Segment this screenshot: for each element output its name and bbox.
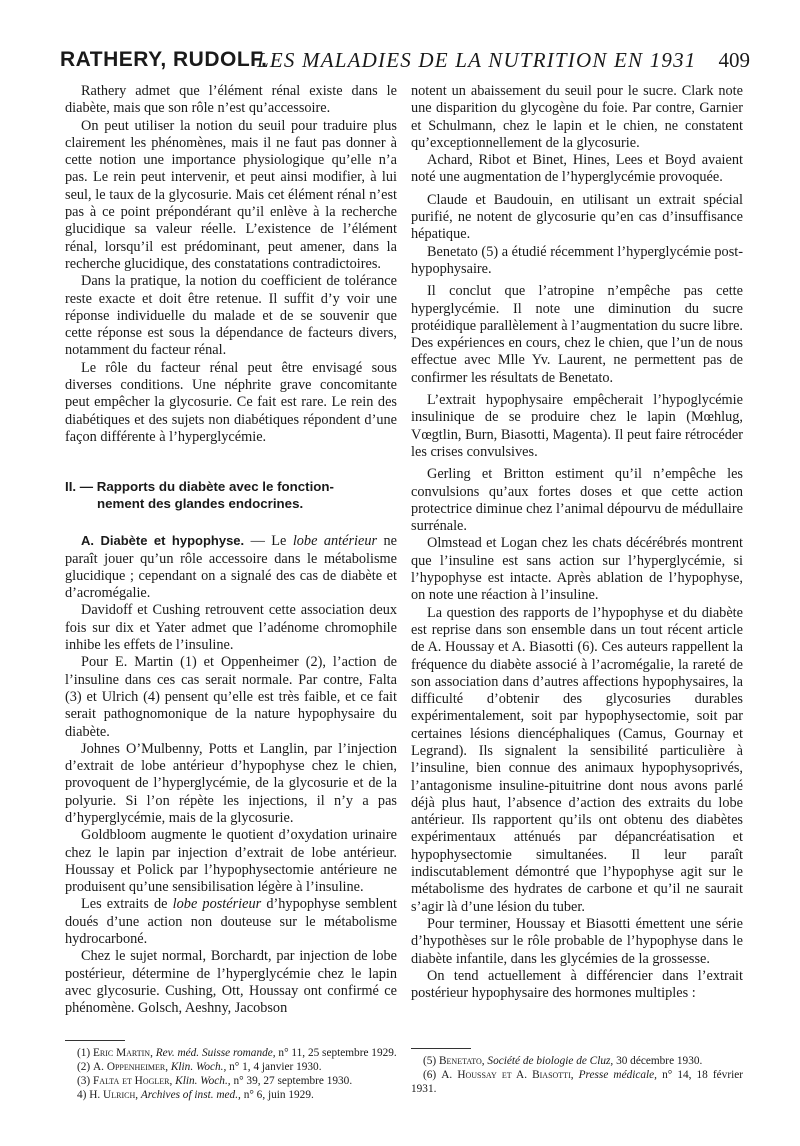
paragraph: Johnes O’Mulbenny, Potts et Langlin, par l’injection d’extrait de lobe antérieur d’hypophyse chez le chien, provoquent de l’hyperglycémie, de la glycosurie et de la polyurie. Si l’on répète les injections, il n’y a pas d’hyperglycémie, mais de la glycosurie. — [65, 740, 397, 826]
paragraph: Benetato (5) a étudié récemment l’hyperglycémie post-hypophysaire. — [411, 243, 743, 277]
subsection-italic: lobe antérieur — [292, 533, 378, 550]
section-heading-line-2: nement des glandes endocrines. — [97, 496, 304, 512]
posterior-italic: lobe postérieur — [172, 896, 262, 913]
paragraph: Rathery admet que l’élément rénal existe dans le diabète, mais que son rôle n’est qu’accessoire. — [65, 83, 397, 117]
paragraph: Claude et Baudouin, en utilisant un extrait spécial purifié, ne notent de glycosurie qu’en cas d’insuffisance hépatique. — [411, 191, 743, 243]
subsection-rest: ne paraît jouer qu’un rôle accessoire dans le métabolisme glucidique ; cependant on a signalé des cas de diabète et d’acromégalie. — [65, 533, 397, 602]
paragraph: Le rôle du facteur rénal peut être envisagé sous diverses conditions. Une néphrite grave concomitante peut empêcher la glycosurie. Ce fait est rare. Le rein des diabétiques et des sujets non diabétiques répondent d’une façon différente à l’hyperglycémie. — [65, 359, 397, 445]
section-heading — [65, 478, 397, 512]
footnotes-left — [65, 1046, 397, 1102]
left-column — [65, 83, 397, 1018]
paragraph: La question des rapports de l’hypophyse et du diabète est reprise dans son ensemble dans un tout récent article de A. Houssay et A. Biasotti (6). Ces auteurs rappellent la fréquence du diabète associé à l’acromégalie, la rareté de son association dans d’autres affections hypophysaires, la difficulté d’obtenir des glycosuries durables expérimentalement, soit par hypophysectomie, soit par certaines lésions diencéphaliques (Camus, Gournay et Legrand). Ils signalent la sensibilité particulière à l’insuline, bien connue des animaux hypophysoprivés, l’antagonisme insuline-pituitrine dont nous avons parlé déjà plus haut, l’absence d’action des extraits du lobe antérieur. Ils rapportent qu’ils ont obtenu des diabètes expérimentaux atténués par dépancréatisation et hypophysectomie simultanées. Il leur paraît indiscutablement démontré que l’hypophyse agit sur le métabolisme des hydrates de carbone et qu’il ne saurait s’agir là d’une lésion du tuber. — [411, 604, 743, 915]
section-heading-line-1: II. — Rapports du diabète avec le fonction- — [65, 479, 334, 495]
paragraph: Il conclut que l’atropine n’empêche pas cette hyperglycémie. Il note une diminution du sucre protéidique parallèlement à l’augmentation du sucre libre. Des expériences en cours, chez le chien, que l’un de nous effectue avec Mlle Yv. Laurent, ne permettent pas de confirmer les résultats de Benetato. — [411, 283, 743, 386]
paragraph: Davidoff et Cushing retrouvent cette association deux fois sur dix et Yater admet que l’adénome chromophile inhibe les effets de l’insuline. — [65, 602, 397, 654]
paragraph: Chez le sujet normal, Borchardt, par injection de lobe postérieur, détermine de l’hyperglycémie chez le lapin avec glycosurie. Cushing, Ott, Houssay ont confirmé ce phénomène. Golsch, Aeshny, Jacobson — [65, 948, 397, 1017]
footnote: (3) Falta et Hogler, Klin. Woch., n° 39, 27 septembre 1930. — [77, 1075, 353, 1087]
paragraph: Olmstead et Logan chez les chats décérébrés montrent que l’insuline est sans action sur l’hyperglycémie, si l’hypophyse est intacte. Après ablation de l’hypophyse, on note une réaction à l’insuline. — [411, 535, 743, 604]
paragraph: Dans la pratique, la notion du coefficient de tolérance reste exacte et doit être retenue. Il suffit d’y voir une réponse individuelle du malade et de se souvenir que cette réponse est sous la dépendance de facteurs divers, notamment du facteur rénal. — [65, 273, 397, 359]
right-column — [411, 83, 743, 1002]
paragraph: Achard, Ribot et Binet, Hines, Lees et Boyd avaient noté une augmentation de l’hyperglycémie provoquée. — [411, 152, 743, 186]
paragraph: Pour E. Martin (1) et Oppenheimer (2), l’action de l’insuline dans ces cas serait normale. Par contre, Falta (3) et Ulrich (4) pensent qu’elle est très faible, et ce fait serait pathognomonique de la nature hypophysaire du diabète. — [65, 654, 397, 740]
subsection-paragraph — [65, 532, 397, 602]
footnote-rule-right — [411, 1048, 471, 1049]
footnote: (5) Benetato, Société de biologie de Cluz, 30 décembre 1930. — [423, 1055, 703, 1067]
subsection-label: A. Diabète et hypophyse. — [81, 533, 245, 549]
posterior-rest: d’hypophyse semblent doués d’une action non douteuse sur le métabolisme hydrocarboné. — [65, 896, 397, 948]
running-head-author: RATHERY, RUDOLF. — [60, 48, 268, 71]
posterior-lobe-paragraph — [65, 896, 397, 948]
footnote-rule-left — [65, 1040, 125, 1041]
paragraph: Pour terminer, Houssay et Biasotti émettent une série d’hypothèses sur le rôle probable de l’hypophyse dans le diabète infantile, dans les glycémies de la grossesse. — [411, 915, 743, 967]
paragraph: Gerling et Britton estiment qu’il n’empêche les convulsions qu’aux fortes doses et que cette action protectrice diminue chez l’animal dépourvu de médullaire surrénale. — [411, 466, 743, 535]
footnote: (2) A. Oppenheimer, Klin. Woch., n° 1, 4 janvier 1930. — [77, 1061, 322, 1073]
page-number: 409 — [718, 48, 750, 72]
footnote: (6) A. Houssay et A. Biasotti, Presse médicale, n° 14, 18 février 1931. — [411, 1069, 743, 1095]
paragraph: L’extrait hypophysaire empêcherait l’hypoglycémie insulinique de se produire chez le lapin (Mœhlug, Vœgtlin, Burn, Biasotti, Magenta). Il peut faire rétrocéder les crises convulsives. — [411, 392, 743, 460]
running-head — [60, 48, 750, 78]
running-head-title: LES MALADIES DE LA NUTRITION EN 1931 — [257, 48, 697, 72]
footnote: (1) Eric Martin, Rev. méd. Suisse romande, n° 11, 25 septembre 1929. — [77, 1047, 397, 1059]
posterior-lead: Les extraits de — [81, 896, 173, 913]
paragraph: Goldbloom augmente le quotient d’oxydation urinaire chez le lapin par injection d’extrait de lobe antérieur. Houssay et Polick par l’hypophysectomie antérieure ne produisent qu’une sensibilisation légère à l’insuline. — [65, 827, 397, 896]
paragraph: On tend actuellement à différencier dans l’extrait postérieur hypophysaire des hormones multiples : — [411, 967, 743, 1002]
subsection-lead: — Le — [244, 533, 293, 550]
footnote: 4) H. Ulrich, Archives of inst. med., n° 6, juin 1929. — [77, 1089, 314, 1101]
paragraph: On peut utiliser la notion du seuil pour traduire plus clairement les phénomènes, mais il ne faut pas donner à cette notion une importance physiologique qu’elle n’a pas. Le rein peut intervenir, et peut ainsi modifier, à lui seul, le taux de la glycosurie. Mais cet élément rénal n’est pas à ce point prépondérant qu’il enlève à la recherche glucidique sa valeur réelle. L’existence de l’élément rénal, lorsqu’il est prédominant, peut amener, dans la recherche glucidique, des constatations contradictoires. — [65, 117, 397, 272]
footnotes-right — [411, 1054, 743, 1096]
paragraph: notent un abaissement du seuil pour le sucre. Clark note une disparition du glycogène du foie. Par contre, Garnier et Schulmann, chez le lapin et le chien, ne constatent qu’exceptionnellement de la glycosurie. — [411, 83, 743, 151]
